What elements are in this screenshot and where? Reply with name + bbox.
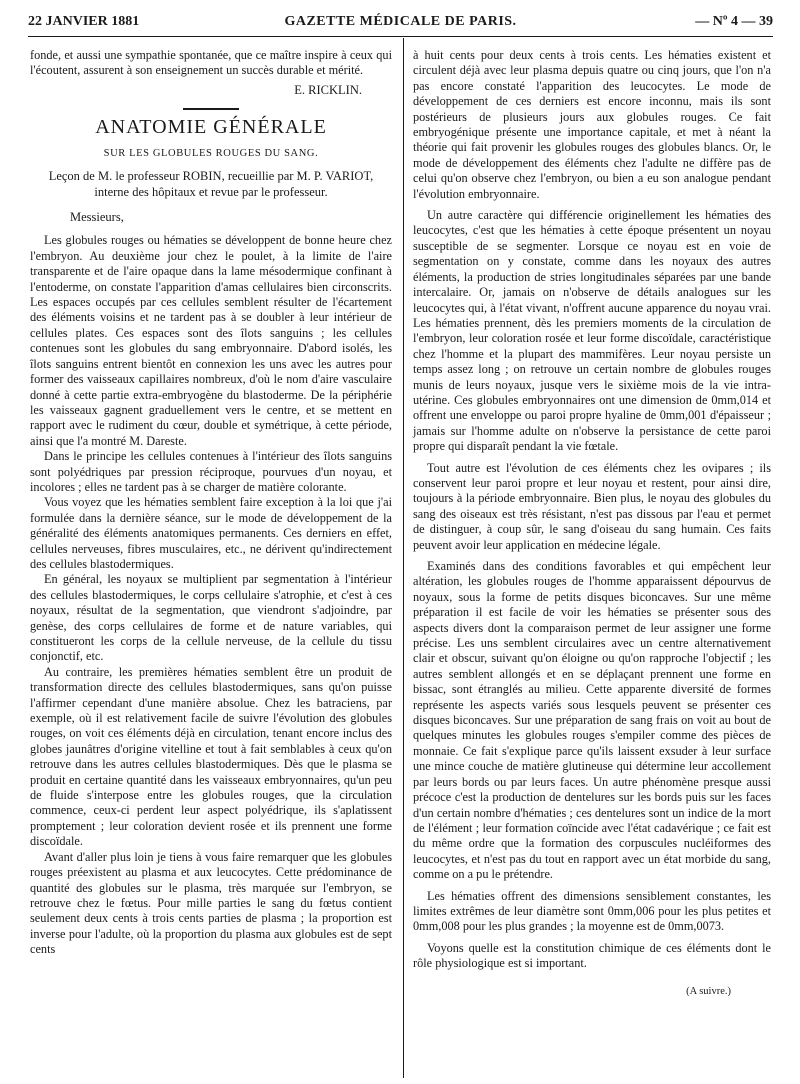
page-header bbox=[28, 10, 773, 36]
body-paragraph: Examinés dans des conditions favorables et qui empêchent leur altération, les globules rouges de l'homme apparaissent dépourvus de noyaux, sous la forme de petits disques biconcaves. Sur une même préparation il est facile de voir les hématies se présenter sous des aspects divers dont la comparaison permet de leur assigner une forme précise. Les uns semblent circulaires avec un centre alternativement clair et obscur, suivant qu'on éloigne ou qu'on rapproche l'objectif ; les autres semblent allongés et en se déplaçant prennent une forme en bissac, sont étranglés au milieu. Cette apparente diversité de formes représente les aspects variés sous lesquels peuvent se présenter ces disques biconcaves. Sur une préparation de sang frais on voit au bout de quelques minutes les globules rouges s'empiler comme des pièces de monnaie. Ce fait s'explique parce qu'ils laissent exsuder à leur surface une mince couche de matière glutineuse qui détermine leur accollement par leurs bords ou par leurs faces. Un autre phénomène presque aussi précoce c'est la production de dentelures sur les bords puis sur les faces d'un certain nombre d'hématies ; ces dentelures sont un indice de la mort de l'élément ; leur formation coïncide avec l'état cadavérique ; ce fait est du même ordre que la formation des corpuscules nucléiformes des leucocytes, et n'est pas du tout en rapport avec un état morbide du sang, comme on a pu le prétendre. bbox=[413, 559, 771, 882]
body-paragraph: à huit cents pour deux cents à trois cents. Les hématies existent et circulent déjà avec leur plasma depuis quatre ou cinq jours, que l'on n'a pas encore constaté l'apparition des leucocytes. Le mode de développement de ces derniers est encore inconnu, mais ils sont postérieurs de plusieurs jours aux globules rouges. Ce fait embryogénique présente une importance capitale, et met à néant la théorie qui fait provenir les globules rouges des globules blancs. Or, le mode de développement des éléments chez l'adulte ne diffère pas de celui qu'on observe chez l'embryon, ou bien a eu son analogue pendant l'évolution embryonnaire. bbox=[413, 48, 771, 201]
section-separator bbox=[183, 108, 239, 110]
greeting: Messieurs, bbox=[70, 210, 124, 225]
body-paragraph: Un autre caractère qui différencie originellement les hématies des leucocytes, c'est que les hématies à cette époque présentent un noyau susceptible de se segmenter. Lorsque ce noyau est en voie de segmentation on y constate, comme dans les noyaux des autres éléments, la production de stries longitudinales séparées par une bande intercalaire. Or, jamais on n'observe de détails analogues sur les leucocytes qui, à l'état vivant, n'offrent aucune apparence du noyau vrai. Les hématies prennent, dès les premiers moments de la circulation de l'embryon, leur coloration rosée et leur forme discoïdale, caractéristique chez l'homme et la plupart des mammifères. Leur noyau persiste un temps assez long ; on retrouve un certain nombre de globules rouges munis de leurs noyaux, jusque vers le sixième mois de la vie intra-utérine. Ces globules embryonnaires ont une dimension de 0mm,014 et offrent une enveloppe ou paroi propre hyaline de 0mm,001 d'épaisseur ; jamais sur l'homme adulte on n'observe la persistance de cette paroi propre qui disparaît pendant la vie fœtale. bbox=[413, 208, 771, 454]
body-paragraph: Avant d'aller plus loin je tiens à vous faire remarquer que les globules rouges préexistent au plasma et aux leucocytes. Cette prédominance de quantité des globules sur le plasma, très marquée sur l'embryon, se retrouve chez le fœtus. Pour mille parties le sang du fœtus contient seulement deux cents à trois cents parties de plasma ; la proportion est inverse pour l'adulte, où la proportion du plasma aux globules est de sept cents bbox=[30, 849, 392, 957]
body-paragraph: Au contraire, les premières hématies semblent être un produit de transformation directe des cellules blastodermiques, sans qu'on puisse l'affirmer cependant d'une manière absolue. Chez les batraciens, par exemple, où il est relativement facile de suivre l'évolution des globules rouges, on voit ces éléments déjà en circulation, tenant encore inclus des globes jaunâtres d'origine vitelline et tout à fait semblables à ceux qu'on retrouve dans les autres cellules blastodermiques. Dès que le plasma se produit en certaine quantité dans les vaisseaux embryonnaires, qu'un peu de fluide s'interpose entre les globules rouges, que la circulation commence, ceux-ci perdent leur aspect polyédrique, ils s'aplatissent promptement ; leur coloration devient rosée et ils prennent une forme discoïdale. bbox=[30, 664, 392, 849]
lecture-attribution: Leçon de M. le professeur ROBIN, recueillie par M. P. VARIOT, interne des hôpitaux et revue par le professeur. bbox=[48, 169, 374, 199]
author-signature: E. RICKLIN. bbox=[294, 82, 362, 97]
right-column bbox=[413, 48, 771, 999]
column-divider bbox=[403, 38, 404, 1078]
intro-paragraph: fonde, et aussi une sympathie spontanée, que ce maître inspire à ceux qui l'écoutent, assurent à son enseignement un succès durable et mérité. bbox=[30, 48, 392, 78]
body-paragraph: En général, les noyaux se multiplient par segmentation à l'intérieur des cellules blastodermiques, le corps cellulaire s'atrophie, et c'est à ces noyaux, résultat de la segmentation, que viendront s'adjoindre, par genèse, des corps cellulaires de forme et de nature variables, qui constitueront les corps de la cellule nerveuse, de la cellule du tissu conjonctif, etc. bbox=[30, 572, 392, 664]
to-be-continued: (A suivre.) bbox=[686, 985, 731, 997]
body-paragraph: Les globules rouges ou hématies se développent de bonne heure chez l'embryon. Au deuxième jour chez le poulet, à la limite de l'aire transparente et de l'aire opaque dans la lame mésodermique confinant à l'entoderme, on constate l'apparition d'amas cellulaires bien circonscrits. Les espaces occupés par ces cellules semblent résulter de l'écartement des éléments voisins et ne tardent pas à se doubler à leur intérieur de cellules plates. Ces espaces sont des îlots sanguins ; les cellules contenues sont les globules du sang embryonnaire. D'abord isolés, les îlots sanguins entrent bientôt en connexion les uns avec les autres pour former des vaisseaux capillaires nombreux, d'où le nom d'aire vasculaire donné à cette partie extra-embryogène du blastoderme. De la périphérie les vaisseaux gagnent graduellement vers le centre, et se mettent en rapport avec le rudiment du cœur, double et symétrique, à cette période, ainsi que l'a montré M. Dareste. bbox=[30, 233, 392, 448]
section-title: ANATOMIE GÉNÉRALE bbox=[95, 116, 327, 139]
body-paragraph: Voyons quelle est la constitution chimique de ces éléments dont le rôle physiologique est si important. bbox=[413, 940, 771, 971]
body-paragraph: Les hématies offrent des dimensions sensiblement constantes, les limites extrêmes de leur diamètre sont 0mm,006 pour les plus petites et 0mm,008 pour les plus grandes ; la moyenne est de 0mm,0073. bbox=[413, 888, 771, 934]
issue-date: 22 JANVIER 1881 bbox=[28, 14, 140, 29]
body-paragraph: Dans le principe les cellules contenues à l'intérieur des îlots sanguins sont polyédriques par pression réciproque, pourvues d'un noyau, et incolores ; elles ne tardent pas à se charger de matière colorante. bbox=[30, 449, 392, 494]
journal-title: GAZETTE MÉDICALE DE PARIS. bbox=[284, 14, 517, 29]
body-paragraph: Tout autre est l'évolution de ces éléments chez les ovipares ; ils conservent leur paroi propre et leur noyau et restent, pour ainsi dire, toujours à la période embryonnaire. Bien plus, le noyau des globules du sang des oiseaux est très résistant, n'est pas dissous par l'eau et permet de distinguer, à coup sûr, le sang d'oiseau du sang humain. Ces faits peuvent avoir leur application en médecine légale. bbox=[413, 460, 771, 552]
left-column bbox=[30, 48, 392, 958]
issue-page-number: — Nº 4 — 39 bbox=[695, 14, 773, 29]
section-subtitle: SUR LES GLOBULES ROUGES DU SANG. bbox=[103, 147, 319, 159]
body-paragraph: Vous voyez que les hématies semblent faire exception à la loi que j'ai formulée dans la dernière séance, sur le mode de développement de la généralité des éléments anatomiques permanents. Ces derniers en effet, cellules nerveuses, fibres musculaires, etc., ne dérivent qu'indirectement des cellules blastodermiques. bbox=[30, 495, 392, 571]
header-rule bbox=[28, 36, 773, 37]
